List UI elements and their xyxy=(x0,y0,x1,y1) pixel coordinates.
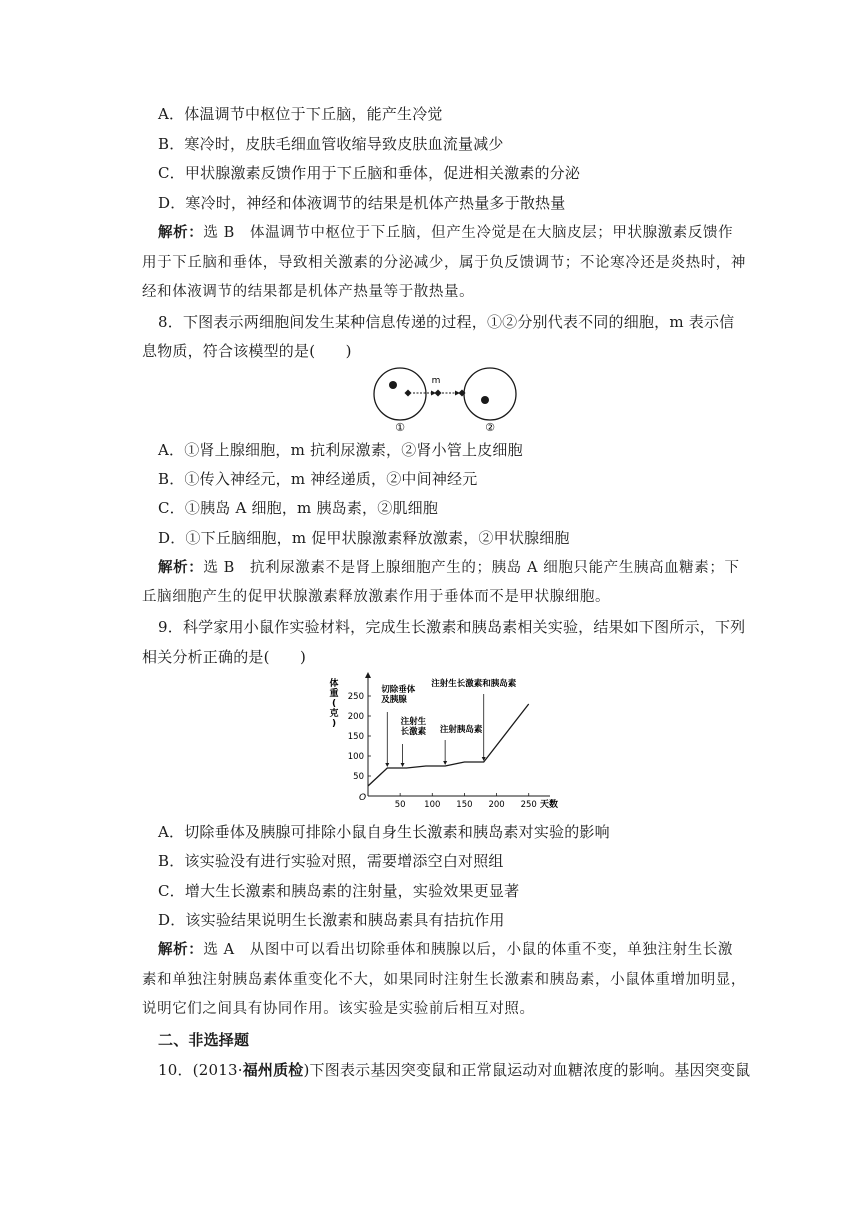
weight-series-line xyxy=(368,704,529,786)
q8-analysis-label: 解析： xyxy=(158,559,204,576)
y-tick-label: 100 xyxy=(347,752,364,762)
y-tick-label: 50 xyxy=(353,772,364,782)
q10-prefix: 10．(2013· xyxy=(158,1061,243,1079)
q9-analysis-line-3: 说明它们之间具有协同作用。该实验是实验前后相互对照。 xyxy=(142,1001,535,1017)
q9-analysis-text-1: 选 A 从图中可以看出切除垂体和胰腺以后，小鼠的体重不变，单独注射生长激 xyxy=(203,942,733,958)
x-axis-label: 天数 xyxy=(540,800,559,810)
q7-analysis-line-2: 用于下丘脑和垂体，导致相关激素的分泌减少，属于负反馈调节；不论寒冷还是炎热时，神 xyxy=(142,255,746,271)
q9-option-b: B．该实验没有进行实验对照，需要增添空白对照组 xyxy=(158,852,504,870)
q9-analysis-label: 解析： xyxy=(158,941,204,958)
weight-line-chart xyxy=(320,672,560,812)
annotation-text: 及胰腺 xyxy=(381,695,407,705)
q8-option-d: D．①下丘脑细胞，m 促甲状腺激素释放激素，②甲状腺细胞 xyxy=(158,529,570,547)
cell-2-label: ② xyxy=(485,421,495,434)
q10-source: 福州质检 xyxy=(242,1061,304,1079)
q10-text: )下图表示基因突变鼠和正常鼠运动对血糖浓度的影响。基因突变鼠 xyxy=(303,1061,751,1079)
q8-option-c: C．①胰岛 A 细胞，m 胰岛素，②肌细胞 xyxy=(158,499,439,517)
y-tick-label: 150 xyxy=(347,732,364,742)
q7-analysis-line-3: 经和体液调节的结果都是机体产热量等于散热量。 xyxy=(142,284,475,300)
x-tick-label: 100 xyxy=(424,800,441,810)
q9-stem-line-2: 相关分析正确的是( ) xyxy=(142,648,307,666)
q10-line-1 xyxy=(158,1060,750,1080)
chart-layer xyxy=(329,672,558,810)
q9-analysis-line-2: 素和单独注射胰岛素体重变化不大，如果同时注射生长激素和胰岛素，小鼠体重增加明显， xyxy=(142,972,746,988)
cell-1-nucleus xyxy=(389,381,397,389)
q9-option-d: D．该实验结果说明生长激素和胰岛素具有拮抗作用 xyxy=(158,911,505,929)
signal-molecule-m xyxy=(434,389,441,396)
q9-analysis-line-1 xyxy=(158,940,733,960)
q8-analysis-line-2: 丘脑细胞产生的促甲状腺激素释放激素作用于垂体而不是甲状腺细胞。 xyxy=(142,589,611,605)
q7-option-b: B．寒冷时，皮肤毛细血管收缩导致皮肤血流量减少 xyxy=(158,135,504,153)
annotation-text: 切除垂体 xyxy=(381,685,416,695)
q9-option-c: C．增大生长激素和胰岛素的注射量，实验效果更显著 xyxy=(158,882,520,900)
q7-analysis-label: 解析： xyxy=(158,224,204,241)
q8-analysis-text-1: 选 B 抗利尿激素不是肾上腺细胞产生的；胰岛 A 细胞只能产生胰高血糖素；下 xyxy=(203,560,740,576)
q9-option-a: A．切除垂体及胰腺可排除小鼠自身生长激素和胰岛素对实验的影响 xyxy=(158,823,610,841)
q8-analysis-line-1 xyxy=(158,558,740,578)
q8-option-a: A．①肾上腺细胞，m 抗利尿激素，②肾小管上皮细胞 xyxy=(158,441,523,459)
y-axis-label-char: 克 xyxy=(329,709,339,719)
cell-1-label: ① xyxy=(395,421,405,434)
annotation-text: 注射胰岛素 xyxy=(439,725,483,735)
cell-1-signal-molecule xyxy=(404,389,411,396)
q7-analysis-line-1 xyxy=(158,223,733,243)
origin-label: O xyxy=(359,793,367,803)
q8-stem-line-2: 息物质，符合该模型的是( ) xyxy=(142,342,352,360)
annotation-arrow-head xyxy=(401,763,405,767)
y-axis-label-char: 重 xyxy=(329,689,339,699)
q8-option-b: B．①传入神经元，m 神经递质，②中间神经元 xyxy=(158,470,478,488)
q9-stem-line-1: 9．科学家用小鼠作实验材料，完成生长激素和胰岛素相关实验，结果如下图所示，下列 xyxy=(158,618,746,636)
annotation-text: 注射生长激素和胰岛素 xyxy=(431,679,517,689)
x-tick-label: 250 xyxy=(520,800,537,810)
cell-signal-diagram xyxy=(370,364,530,434)
y-axis-label-char: 体 xyxy=(329,679,339,689)
cell-2-circle xyxy=(464,368,516,420)
y-axis-arrow xyxy=(365,672,371,678)
annotation-arrow-head xyxy=(443,761,447,765)
x-tick-label: 50 xyxy=(394,800,406,810)
y-tick-label: 200 xyxy=(347,712,364,722)
y-axis-label-char: ( xyxy=(331,699,337,709)
cell-1-circle xyxy=(374,368,426,420)
annotation-arrow-head xyxy=(385,763,389,767)
y-axis-label-char: ) xyxy=(331,719,337,729)
q7-option-d: D．寒冷时，神经和体液调节的结果是机体产热量多于散热量 xyxy=(158,194,566,212)
x-tick-label: 200 xyxy=(488,800,505,810)
annotation-text: 注射生 xyxy=(400,717,427,727)
y-tick-label: 250 xyxy=(347,692,364,702)
q7-option-a: A．体温调节中枢位于下丘脑，能产生冷觉 xyxy=(158,105,443,123)
label-m: m xyxy=(431,376,441,386)
annotation-text: 长激素 xyxy=(400,727,427,737)
q8-stem-line-1: 8．下图表示两细胞间发生某种信息传递的过程，①②分别代表不同的细胞，m 表示信 xyxy=(158,313,735,331)
q7-analysis-text-1: 选 B 体温调节中枢位于下丘脑，但产生冷觉是在大脑皮层；甲状腺激素反馈作 xyxy=(203,225,734,241)
cell-2-nucleus xyxy=(481,396,489,404)
x-tick-label: 150 xyxy=(456,800,473,810)
section-2-title: 二、非选择题 xyxy=(158,1031,250,1049)
q7-option-c: C．甲状腺激素反馈作用于下丘脑和垂体，促进相关激素的分泌 xyxy=(158,164,581,182)
